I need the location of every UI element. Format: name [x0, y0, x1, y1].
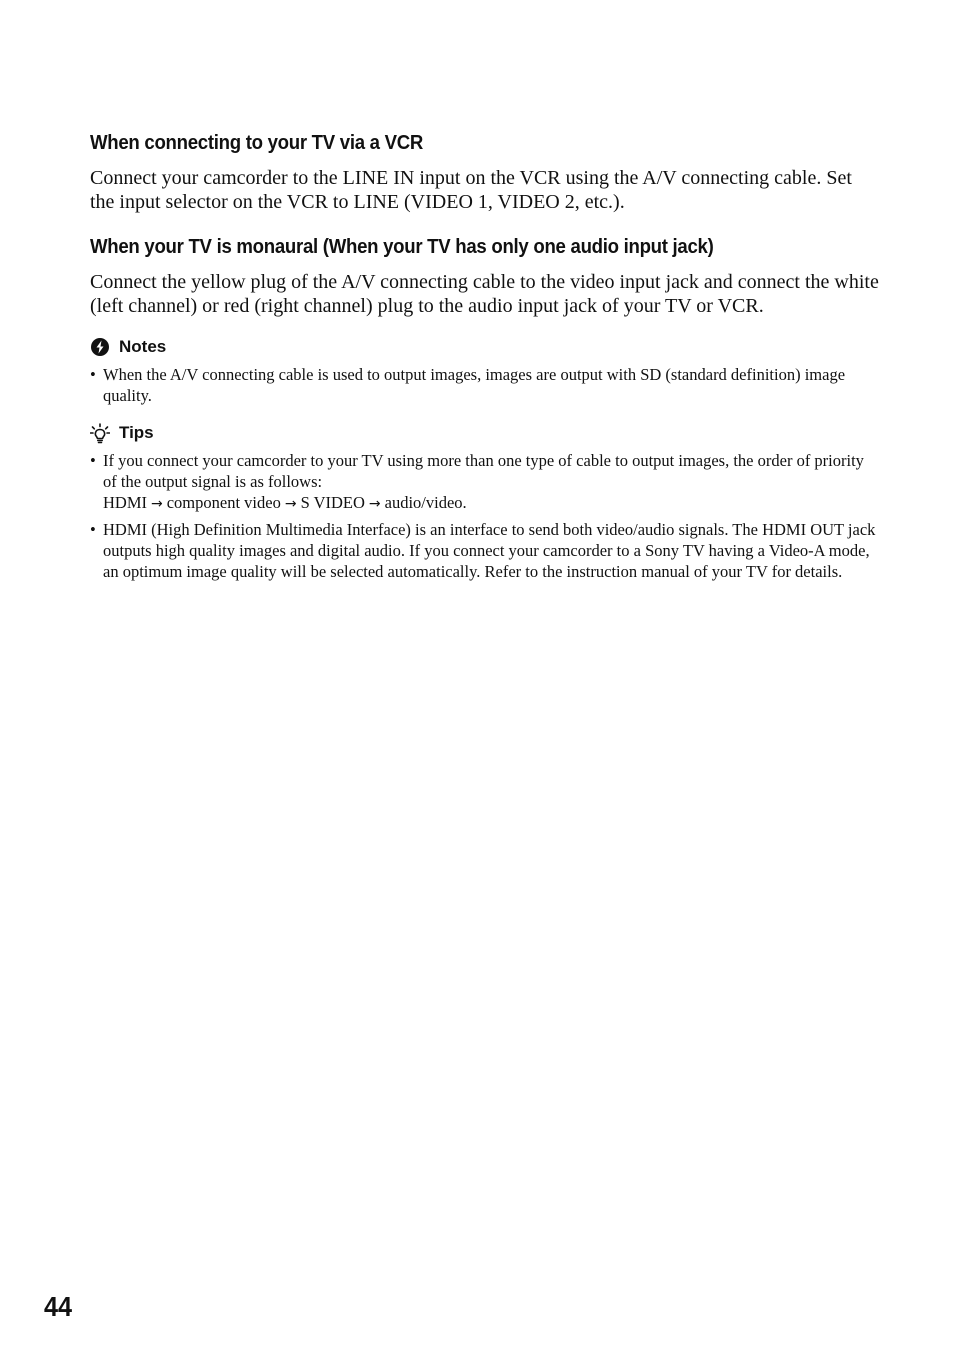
- flow-step-hdmi: HDMI: [103, 493, 147, 512]
- notes-list: [90, 364, 880, 406]
- flow-step-component: component video: [166, 493, 281, 512]
- notes-heading: [90, 336, 880, 358]
- section-body-monaural: Connect the yellow plug of the A/V connecting cable to the video input jack and connect the white (left channel) or red (right channel) plug to the audio input jack of your TV or VCR.: [90, 271, 879, 317]
- lightbulb-icon: [90, 423, 110, 443]
- section-heading-monaural: When your TV is monaural (When your TV has only one audio input jack): [90, 236, 714, 258]
- list-item: • When the A/V connecting cable is used to output images, images are output with SD (standard definition) image quality.: [90, 364, 880, 406]
- notes-icon: [90, 337, 110, 357]
- tips-list: [90, 450, 880, 582]
- arrow-right-icon: →: [284, 496, 297, 512]
- flow-step-svideo: S VIDEO: [300, 493, 365, 512]
- arrow-right-icon: →: [368, 496, 381, 512]
- section-heading-vcr: When connecting to your TV via a VCR: [90, 132, 424, 154]
- section-body-vcr: Connect your camcorder to the LINE IN input on the VCR using the A/V connecting cable. Set the input selector on the VCR to LINE (VIDEO 1, VIDEO 2, etc.).: [90, 167, 852, 213]
- list-item: • HDMI (High Definition Multimedia Interface) is an interface to send both video/audio signals. The HDMI OUT jack outputs high quality images and digital audio. If you connect your camcorder to a Sony TV having a Video-A mode, an optimum image quality will be selected automatically. Refer to the instruction manual of your TV for details.: [90, 519, 880, 582]
- page-number: 44: [44, 1291, 73, 1322]
- arrow-right-icon: →: [151, 496, 163, 512]
- page-content: [90, 130, 880, 596]
- list-item: [90, 450, 880, 515]
- priority-flow: [103, 492, 880, 515]
- tips-heading: [90, 422, 880, 444]
- tips-title: Tips: [119, 423, 154, 442]
- notes-title: Notes: [119, 337, 167, 356]
- flow-step-av: audio/video.: [384, 493, 467, 512]
- tip-1-text: If you connect your camcorder to your TV using more than one type of cable to output images, the order of priority of the output signal is as follows:: [103, 451, 864, 491]
